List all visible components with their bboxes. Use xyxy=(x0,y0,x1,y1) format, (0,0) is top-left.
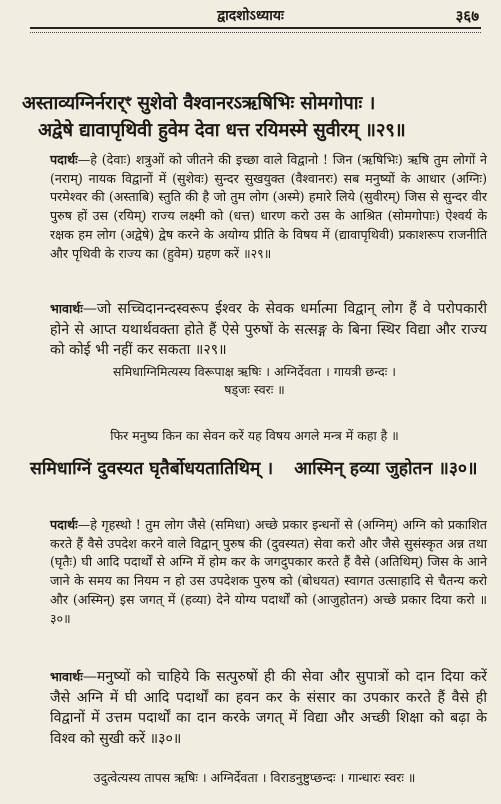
chapter-title: द्वादशोऽध्यायः xyxy=(217,8,284,24)
rishi-line-30-b: षड्जः स्वरः ॥ xyxy=(224,382,285,397)
bhavartha-text: —जो सच्चिदानन्दस्वरूप ईश्वर के सेवक धर्मात्मा विद्वान् लोग हैं वे परोपकारी होने से आप्त यथार्थवक्ता होते हैं ऐसे पुरुषों के सत्सङ्ग के बिना स्थिर विद्या और राज्य को कोई भी नहीं कर सकता ॥२९॥ xyxy=(50,301,487,358)
header-rule-dotted xyxy=(30,32,481,33)
bhavartha-label: भावार्थः xyxy=(50,669,83,684)
padartha-label: पदार्थः xyxy=(50,152,78,167)
page-number: ३६७ xyxy=(455,7,479,25)
padartha-text: —हे गृहस्थो ! तुम लोग जैसे (समिधा) अच्छे प्रकार इन्धनों से (अग्निम्) अग्नि को प्रकाशित करते हैं वैसे उपदेश करने वाले विद्वान् पुरुष की (दुवस्यत) सेवा करो और जैसे सुसंस्कृत अन्न तथा (घृतैः) घी आदि पदार्थों से अग्नि में होम कर के जगदुपकार करते हैं वैसे (अतिथिम्) जिस के आने जाने के समय का नियम न हो उस उपदेशक पुरुष को (बोधयत) स्वागत उत्साहादि से चैतन्य करो और (अस्मिन्) इस जगत् में (हव्या) देने योग्य पदार्थों को (आजुहोतन) अच्छे प्रकार दिया करो ॥३०॥ xyxy=(50,517,487,626)
bhavartha-label: भावार्थः xyxy=(50,301,83,316)
mantra-29-line-2: अद्वेषे द्यावापृथिवी हुवेम देवा धत्त रयिमस्मे सुवीरम् ॥२९॥ xyxy=(38,120,406,141)
mantra-30 xyxy=(22,448,487,482)
padartha-30 xyxy=(22,516,487,628)
padartha-text: —हे (देवाः) शत्रुओं को जीतने की इच्छा वाले विद्वानो ! जिन (ऋषिभिः) ऋषि तुम लोगों ने (नराम्) नायक विद्वानों में (सुशेवः) सुन्दर सुखयुक्त (वैश्वानरः) सब मनुष्यों के आधार (अग्निः) परमेश्वर की (अस्ताबि) स्तुति की है जो तुम लोग (अस्मे) हमारे लिये (सुवीरम्) जिस से सुन्दर वीर पुरुष हों उस (रयिम्) राज्य लक्ष्मी को (धत्त) धारण करो उस के आश्रित (सोमगोपाः) ऐश्वर्य के रक्षक हम लोग (अद्वेषे) द्वेष करने के अयोग्य प्रीति के विषय में (द्यावापृथिवी) प्रकाशरूप राजनीति और पृथिवी के राज्य का (हुवेम) ग्रहण करें ॥२९॥ xyxy=(50,152,487,261)
mantra-30-line-1: समिधाग्निं दुवस्यत घृतैर्बोधयतातिथिम् । xyxy=(30,459,274,479)
padartha-29 xyxy=(22,151,487,263)
mantra-29-line-1: अस्ताव्यग्निर्नरार्ꣳ सुशेवो वैश्वानरऽऋषिभिः सोमगोपाः । xyxy=(22,93,376,114)
mantra-29 xyxy=(22,90,487,144)
page-header xyxy=(0,6,501,26)
rishi-line-31: उदुत्वेत्यस्य तापस ऋषिः । अग्निर्देवता । विराडनुष्टुप्छन्दः । गान्धारः स्वरः ॥ xyxy=(93,770,416,785)
mantra-30-line-2: आस्मिन् हव्या जुहोतन ॥३०॥ xyxy=(294,459,478,479)
bhavartha-text: —मनुष्यों को चाहिये कि सत्पुरुषों ही की सेवा और सुपात्रों को दान दिया करें जैसे अग्नि में घी आदि पदार्थों का हवन कर के संसार का उपकार करते हैं वैसे ही विद्वानों में उत्तम पदार्थों का दान करके जगत् में विद्या और अच्छी शिक्षा को बढ़ा के विश्व को सुखी करें ॥३०॥ xyxy=(50,669,487,747)
rishi-line-30 xyxy=(22,363,487,399)
padartha-label: पदार्थः xyxy=(50,517,78,532)
header-rule xyxy=(30,27,481,29)
bhavartha-30 xyxy=(22,667,487,749)
rishi-line-30-a: समिधाग्निमित्यस्य विरूपाक्ष ऋषिः । अग्निर्देवता । गायत्री छन्दः । xyxy=(113,364,396,379)
intro-30: फिर मनुष्य किन का सेवन करें यह विषय अगले मन्त्र में कहा है ॥ xyxy=(110,428,399,443)
bhavartha-29 xyxy=(22,299,487,361)
